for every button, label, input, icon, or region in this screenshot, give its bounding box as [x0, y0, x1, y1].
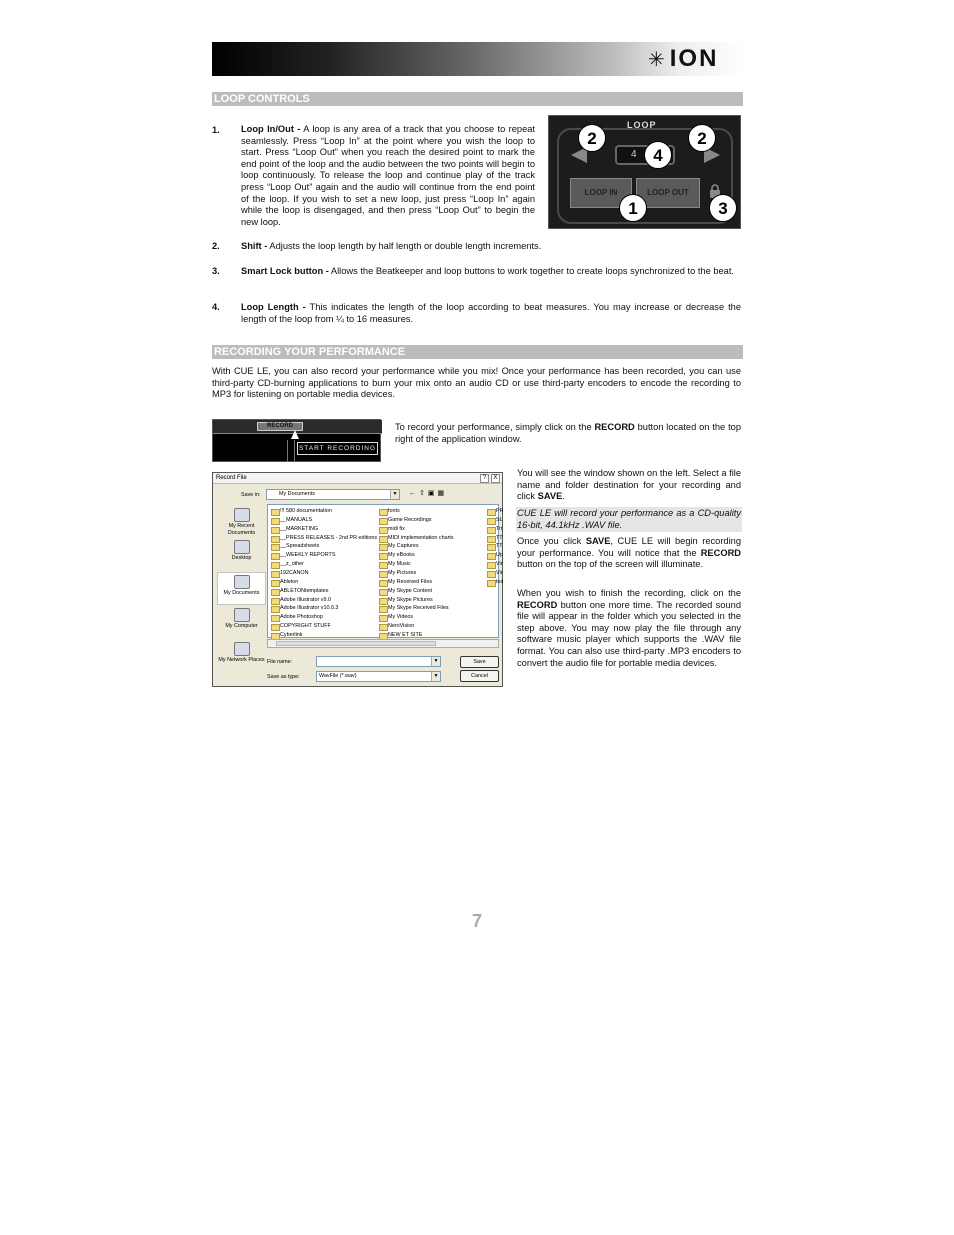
chevron-down-icon[interactable]: ▼	[431, 672, 440, 681]
begin-text-e: button on the top of the screen will illuminate.	[517, 559, 704, 570]
file-list-item[interactable]: My Videos	[379, 614, 413, 621]
callout-2-left: 2	[578, 124, 606, 152]
dialog-title: Record File	[216, 475, 247, 481]
places-bar	[217, 502, 266, 680]
recording-heading: RECORDING YOUR PERFORMANCE	[212, 345, 743, 359]
save-type-value: WavFile (*.wav)	[319, 673, 357, 679]
horizontal-scrollbar[interactable]	[267, 639, 499, 648]
loop-panel-image	[548, 115, 741, 229]
item-1-number: 1.	[212, 125, 220, 135]
record-instruction-pre: To record your performance, simply click on the	[395, 422, 595, 432]
item-3-number: 3.	[212, 266, 220, 276]
item-4-number: 4.	[212, 302, 220, 312]
record-instruction-bold: RECORD	[594, 422, 635, 432]
file-list-item[interactable]: fonts	[379, 508, 400, 515]
file-list-item[interactable]: tes	[487, 579, 503, 586]
file-list-item[interactable]: My Skype Content	[379, 588, 432, 595]
file-list-item[interactable]: ABLETONtemplates	[271, 588, 328, 595]
place-network-label: My Network Places	[218, 657, 265, 663]
file-list-item[interactable]: Game Recordings	[379, 517, 431, 524]
file-list-item[interactable]: Up	[487, 552, 503, 559]
file-list-item[interactable]: SL	[487, 517, 503, 524]
place-computer-label: My Computer	[225, 623, 258, 629]
back-icon[interactable]: ←	[409, 490, 419, 497]
record-button-image	[212, 419, 381, 462]
item-1-title: Loop In/Out -	[241, 124, 301, 134]
save-button[interactable]: Save	[460, 656, 499, 668]
my-computer-icon	[234, 608, 250, 622]
save-instruction	[517, 468, 741, 503]
file-list-item[interactable]: Vir	[487, 570, 503, 577]
finish-text-b: RECORD	[517, 599, 558, 610]
begin-text-a: Once you click	[517, 536, 586, 546]
file-list-item[interactable]: __z_other	[271, 561, 304, 568]
item-2-text	[241, 241, 741, 253]
file-list-item[interactable]: My Skype Received Files	[379, 605, 449, 612]
finish-text-a: When you wish to finish the recording, click on the	[517, 588, 741, 598]
file-list-item[interactable]: Adobe Illustrator v10.0.3	[271, 605, 338, 612]
file-list-item[interactable]: __Spreadsheets	[271, 543, 319, 550]
file-list-item[interactable]: COPYRIGHT STUFF	[271, 623, 331, 630]
desktop-icon	[234, 540, 250, 554]
file-list-item[interactable]: TT	[487, 543, 503, 550]
start-recording-tooltip: START RECORDING	[297, 442, 378, 455]
item-4-text	[241, 302, 741, 325]
file-list-item[interactable]: My eBooks	[379, 552, 415, 559]
my-documents-icon	[234, 575, 250, 589]
meter-lines	[287, 440, 295, 462]
recording-finish-text	[517, 588, 741, 669]
chevron-down-icon[interactable]: ▼	[390, 490, 399, 499]
loop-panel-title: LOOP	[627, 120, 657, 130]
recording-intro: With CUE LE, you can also record your performance while you mix! Once your performance has been recorded, you can use third-party CD-burning applications to burn your mix onto an audio CD or use third-party encoders to encode the recording to MP3 for listening on portable media devices.	[212, 366, 741, 400]
place-recent[interactable]	[217, 508, 266, 537]
file-list-item[interactable]: __WEEKLY REPORTS	[271, 552, 335, 559]
place-network[interactable]	[217, 642, 266, 664]
save-in-value: My Documents	[279, 491, 315, 497]
item-2-title: Shift -	[241, 241, 268, 251]
item-4-title: Loop Length -	[241, 302, 306, 312]
record-button: RECORD	[257, 422, 303, 431]
file-name-label: File name:	[267, 659, 293, 665]
loop-out-button: LOOP OUT	[636, 178, 700, 208]
file-list-item[interactable]: __MANUALS	[271, 517, 312, 524]
cancel-button[interactable]: Cancel	[460, 670, 499, 682]
ion-logo	[648, 45, 738, 73]
file-list-item[interactable]: Ableton	[271, 579, 298, 586]
loop-in-button: LOOP IN	[570, 178, 632, 208]
item-4-body: This indicates the length of the loop according to beat measures. You may increase or decrease the length of the loop from ¼ to 16 measures.	[241, 302, 742, 324]
place-desktop-label: Desktop	[231, 555, 252, 561]
place-desktop[interactable]	[217, 540, 266, 562]
up-folder-icon[interactable]: ⇧	[419, 490, 428, 497]
begin-text-c: , CUE LE will begin recording your performance. You will notice that the	[517, 536, 741, 558]
scrollbar-thumb[interactable]	[276, 641, 436, 646]
file-list-item[interactable]: My Pictures	[379, 570, 416, 577]
save-type-select[interactable]	[316, 671, 441, 682]
file-list-item[interactable]: Vir	[487, 561, 503, 568]
star-icon: ✳	[648, 49, 667, 71]
views-icon[interactable]: ▦	[437, 490, 448, 497]
save-instruction-bold: SAVE	[537, 491, 563, 502]
item-3-text	[241, 266, 741, 278]
save-type-label: Save as type:	[267, 674, 300, 680]
file-list-item[interactable]: My Received Files	[379, 579, 432, 586]
brand-text: ION	[669, 45, 719, 72]
file-list-item[interactable]: TT	[487, 535, 503, 542]
file-list-item[interactable]: midi fix	[379, 526, 405, 533]
file-list-item[interactable]: Cyberlink	[271, 632, 302, 639]
recording-begin-text	[517, 536, 741, 571]
item-3-body: Allows the Beatkeeper and loop buttons to work together to create loops synchronized to the beat.	[330, 266, 735, 276]
save-instruction-pre: You will see the window shown on the left. Select a file name and folder destination for your recording and click	[517, 468, 741, 502]
chevron-down-icon[interactable]: ▼	[431, 657, 440, 666]
save-instruction-post: .	[562, 491, 565, 502]
callout-4: 4	[644, 141, 672, 169]
record-instruction-post: button located on the top right of the application window.	[395, 422, 741, 444]
file-list-item[interactable]: Adobe Illustrator v9.0	[271, 597, 331, 604]
file-list-item[interactable]: NeroVision	[379, 623, 414, 630]
item-2-body: Adjusts the loop length by half length or double length increments.	[269, 241, 542, 251]
record-instruction	[395, 422, 741, 445]
file-list[interactable]	[267, 504, 504, 638]
new-folder-icon[interactable]: ▣	[427, 490, 438, 497]
callout-3: 3	[709, 194, 737, 222]
dialog-titlebar	[213, 473, 502, 484]
begin-text-b: SAVE	[585, 536, 611, 546]
file-list-item[interactable]: My Captures	[379, 543, 419, 550]
item-3-title: Smart Lock button -	[241, 266, 329, 276]
file-name-input[interactable]	[316, 656, 441, 667]
file-list-item[interactable]: 192CANON	[271, 570, 308, 577]
help-button[interactable]: ?	[480, 474, 489, 483]
file-list-item[interactable]: PR	[487, 508, 504, 515]
file-list-item[interactable]: MIDI implementation charts	[379, 535, 454, 542]
file-list-item[interactable]: !!! 580 documentation	[271, 508, 332, 515]
file-list-item[interactable]: __PRESS RELEASES - 2nd PR editions	[271, 535, 377, 542]
save-in-dropdown[interactable]	[266, 489, 400, 500]
item-2-number: 2.	[212, 241, 220, 251]
file-list-item[interactable]: NEW ET SITE	[379, 632, 422, 639]
finish-text-c: button one more time. The recorded sound file will appear in the folder which you selected in the step above. You may now play the file through any software music player which supports the .WAV file format. You can also use third-party .MP3 encoders to convert the audio file for portable media devices.	[517, 599, 741, 668]
place-computer[interactable]	[217, 608, 266, 630]
page-number: 7	[471, 911, 482, 931]
file-list-item[interactable]: Adobe Photoshop	[271, 614, 323, 621]
place-documents-label: My Documents	[223, 590, 260, 596]
record-file-dialog	[212, 472, 503, 687]
place-recent-label: My Recent Documents	[227, 523, 256, 536]
file-list-item[interactable]: My Skype Pictures	[379, 597, 433, 604]
callout-1: 1	[619, 194, 647, 222]
file-list-item[interactable]: Tri	[487, 526, 502, 533]
place-documents[interactable]	[217, 572, 266, 605]
cursor-arrow-icon	[291, 430, 299, 439]
close-button[interactable]: X	[491, 474, 500, 483]
item-1-text	[241, 124, 535, 228]
dialog-toolbar	[409, 490, 447, 497]
item-1-body: A loop is any area of a track that you choose to repeat seamlessly. Press “Loop In” at the point where you wish the loop to start. Press “Loop Out” when you reach the desired point to mark the end point of the loop and the audio between the two points will begin to loop continuously. To release the loop and continue play of the track press “Loop Out” again and the audio will continue from the end point of the loop. If you wish to set a new loop, just press “Loop In” again while the loop is disengaged, and then press “Loop Out” to begin the new loop.	[241, 124, 536, 227]
file-list-item[interactable]: My Music	[379, 561, 411, 568]
network-places-icon	[234, 642, 250, 656]
callout-2-right: 2	[688, 124, 716, 152]
loop-controls-heading: LOOP CONTROLS	[212, 92, 743, 106]
format-note: CUE LE will record your performance as a CD-quality 16-bit, 44.1kHz .WAV file.	[516, 507, 742, 532]
begin-text-d: RECORD	[700, 547, 741, 558]
file-list-item[interactable]: __MARKETING	[271, 526, 318, 533]
loop-length-value: 4	[631, 149, 637, 160]
save-in-label: Save in:	[241, 492, 261, 498]
recent-documents-icon	[234, 508, 250, 522]
